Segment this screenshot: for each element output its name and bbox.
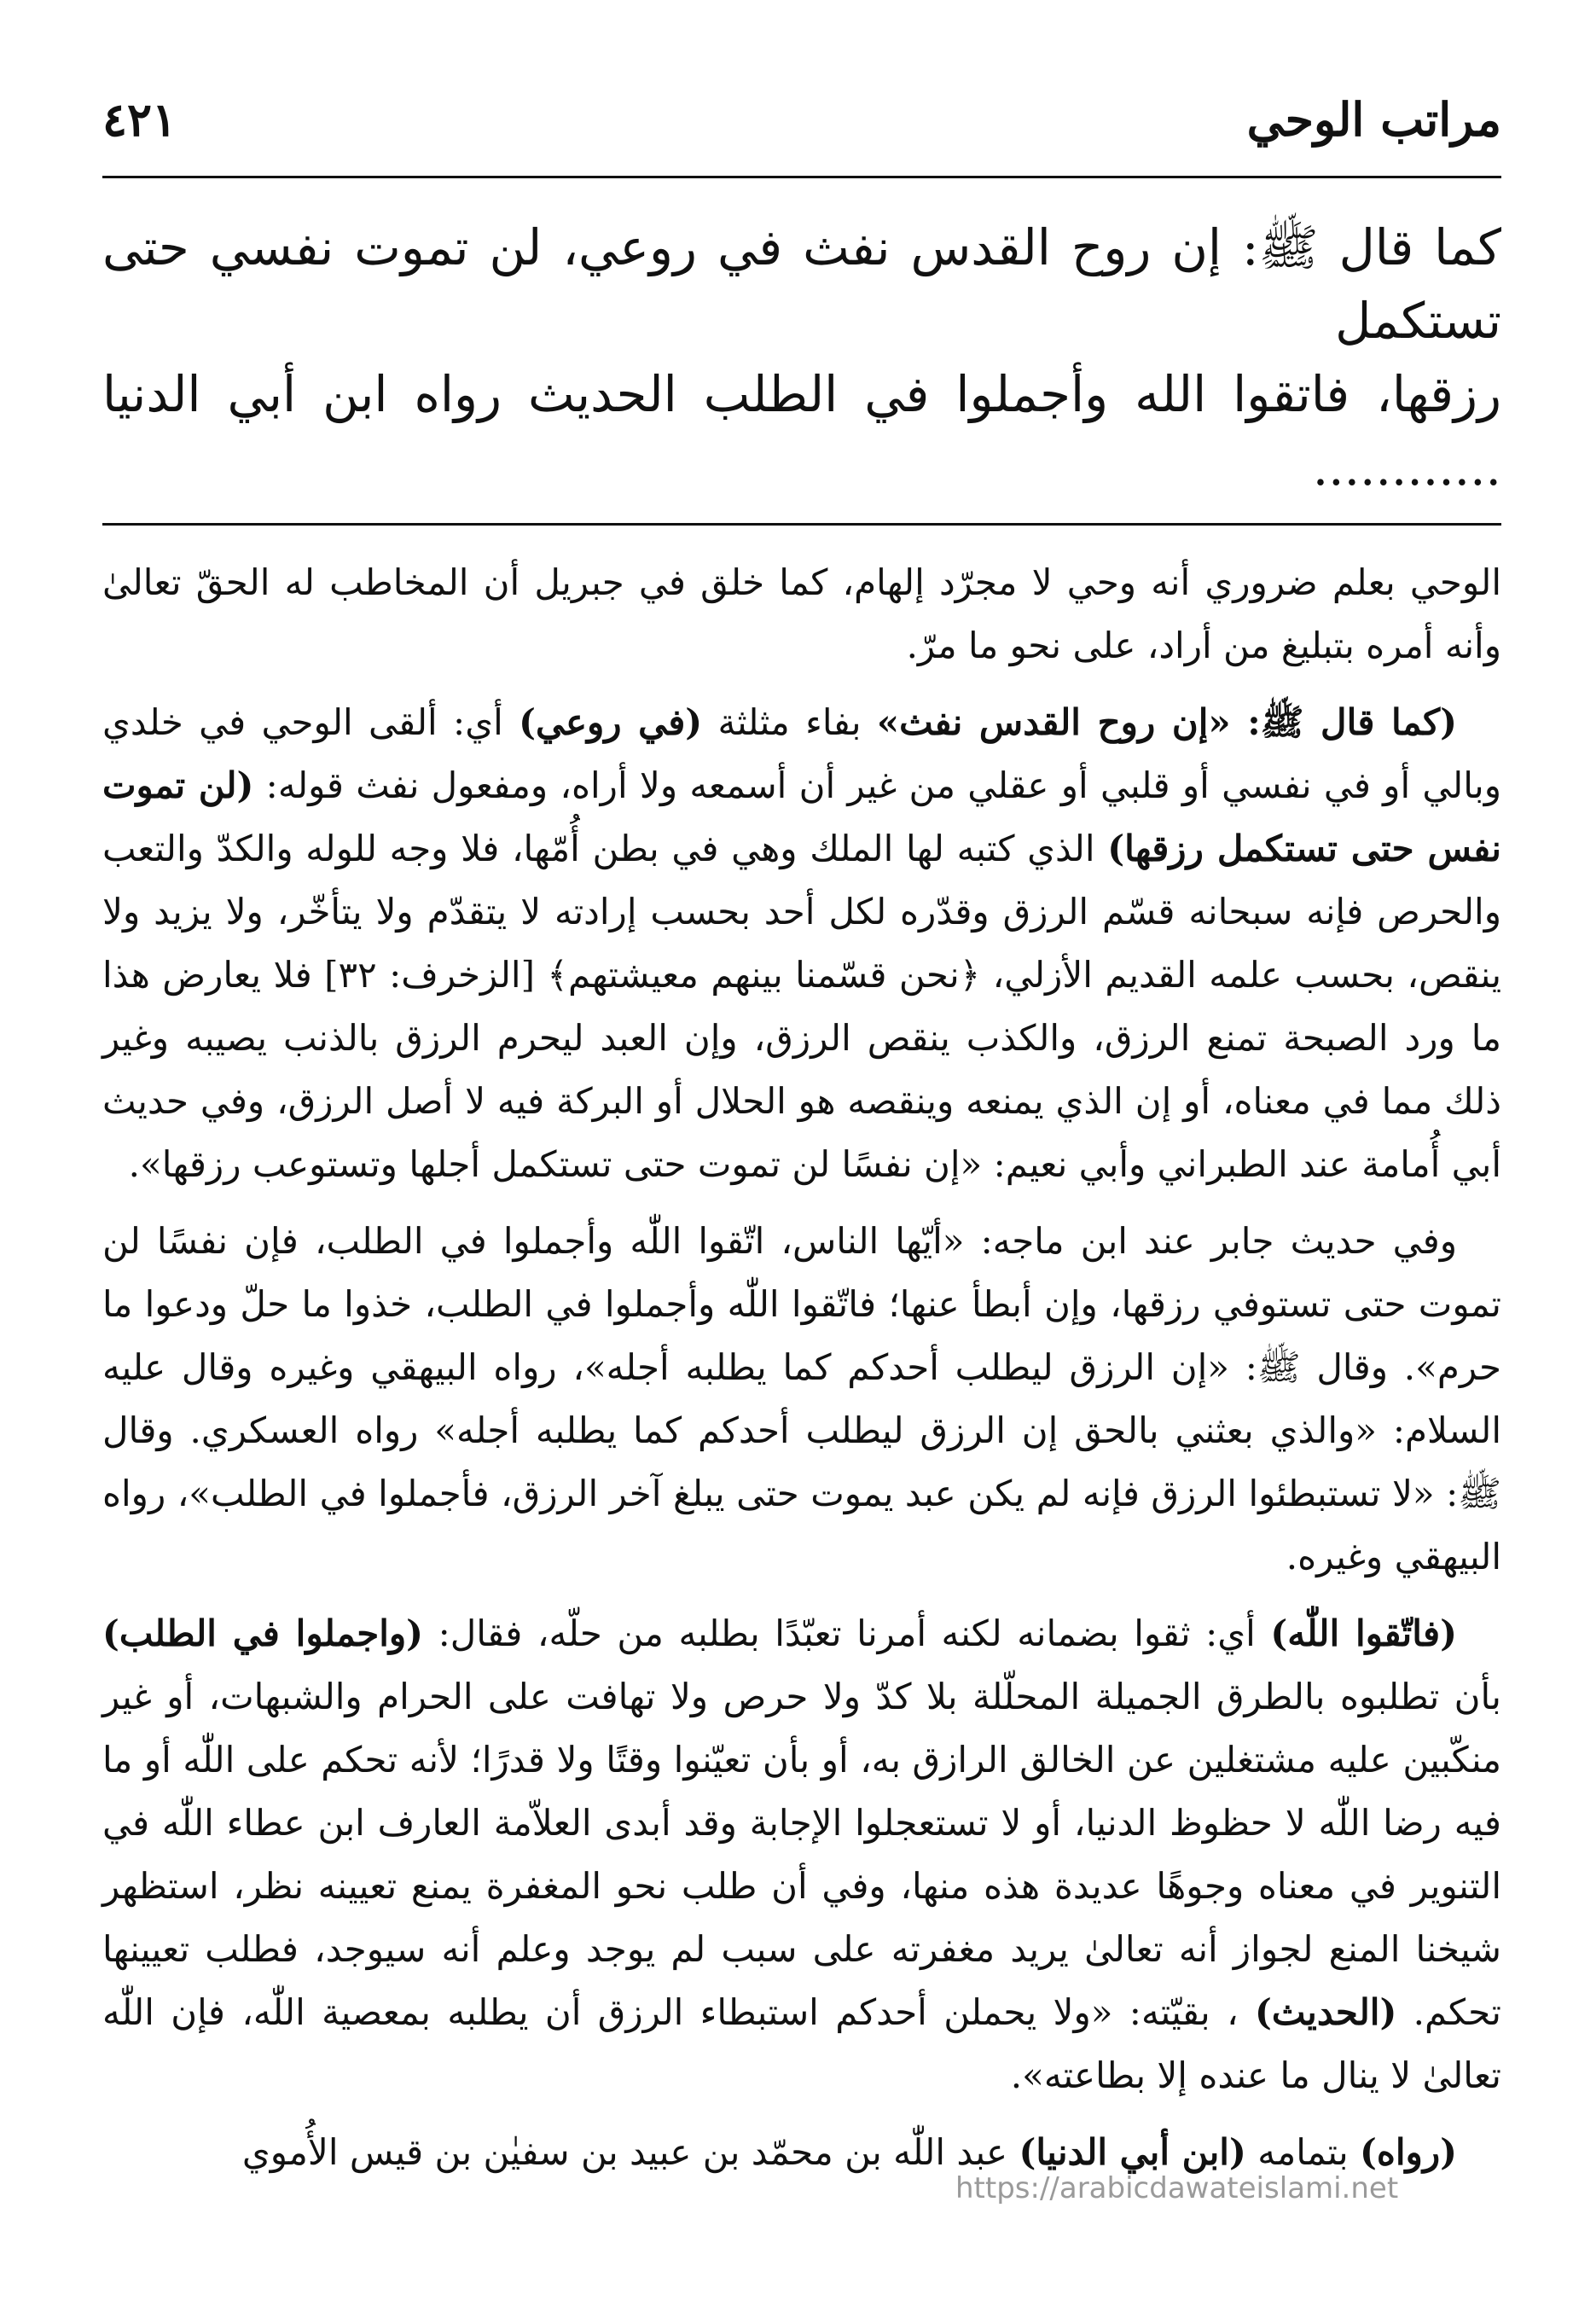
watermark-url: https://arabicdawateislami.net	[955, 2171, 1399, 2205]
commentary-paragraph: وفي حديث جابر عند ابن ماجه: «أيّها الناس، اتّقوا اللّٰه وأجملوا في الطلب، فإن نفسًا لن تموت حتى تستوفي رزقها، وإن أبطأ عنها؛ فاتّقوا اللّٰه وأجملوا في الطلب، خذوا ما حلّ ودعوا ما حرم». وقال ﷺ: «إن الرزق ليطلب أحدكم كما يطلبه أجله»، رواه البيهقي وغيره وقال عليه السلام: «والذي بعثني بالحق إن الرزق ليطلب أحدكم كما يطلبه أجله» رواه العسكري. وقال ﷺ: «لا تستبطئوا الرزق فإنه لم يكن عبد يموت حتى يبلغ آخر الرزق، فأجملوا في الطلب»، رواه البيهقي وغيره.	[102, 1220, 1501, 1577]
quoted-phrase: (فاتّقوا اللّٰه)	[1270, 1612, 1457, 1654]
page-header	[102, 82, 1501, 176]
book-page	[102, 82, 1501, 2266]
page-number: ٤٢١	[102, 92, 177, 147]
commentary-text: عبد اللّٰه بن محمّد بن عبيد بن سفيٰن بن قيس الأُموي	[241, 2131, 1019, 2173]
quoted-phrase: (واجملوا في الطلب)	[102, 1612, 424, 1654]
commentary-paragraph	[102, 1602, 1501, 2107]
commentary-text: بفاء مثلثة	[702, 701, 877, 743]
quoted-phrase: (الحديث)	[1255, 1991, 1397, 2033]
commentary-text: الذي كتبه لها الملك وهي في بطن أُمّها، فلا وجه للوله والكدّ والتعب والحرص فإنه سبحانه قسّم الرزق وقدّره لكل أحد بحسب إرادته لا يتقدّم ولا يتأخّر، ولا يزيد ولا ينقص، بحسب علمه القديم الأزلي، ﴿نحن قسّمنا بينهم معيشتهم﴾ [الزخرف: ٣٢] فلا يعارض هذا ما ورد الصبحة تمنع الرزق، والكذب ينقص الرزق، وإن العبد ليحرم الرزق بالذنب يصيبه وغير ذلك مما في معناه، أو إن الذي يمنعه وينقصه هو الحلال أو البركة فيه لا أصل الرزق، وفي حديث أبي أُمامة عند الطبراني وأبي نعيم: «إن نفسًا لن تموت حتى تستكمل أجلها وتستوعب رزقها».	[102, 828, 1502, 1185]
quoted-phrase: (ابن أبي الدنيا)	[1019, 2131, 1246, 2173]
commentary-text: ، بقيّته: «ولا يحملن أحدكم استبطاء الرزق أن يطلبه بمعصية اللّٰه، فإن اللّٰه تعالىٰ لا ينال ما عنده إلا بطاعته».	[102, 1991, 1501, 2096]
quoted-phrase: (في روعي)	[519, 701, 703, 743]
running-title: مراتب الوحي	[1246, 92, 1501, 147]
commentary-text: أي: ثقوا بضمانه لكنه أمرنا تعبّدًا بطلبه من حلّه، فقال:	[423, 1612, 1271, 1654]
commentary	[102, 526, 1501, 2184]
matn-text	[102, 178, 1501, 523]
matn-line: كما قال ﷺ: إن روح القدس نفث في روعي، لن تموت نفسي حتى تستكمل	[102, 218, 1501, 350]
quoted-phrase: (كما قال ﷺ: «إن روح القدس نفث»	[876, 701, 1457, 743]
commentary-paragraph	[102, 691, 1501, 1196]
quoted-phrase: (رواه)	[1360, 2131, 1457, 2173]
commentary-paragraph: الوحي بعلم ضروري أنه وحي لا مجرّد إلهام، كما خلق في جبريل أن المخاطب له الحقّ تعالىٰ وأنه أمره بتبليغ من أراد، على نحو ما مرّ.	[102, 561, 1501, 666]
commentary-text: بأن تطلبوه بالطرق الجميلة المحلّلة بلا كدّ ولا حرص ولا تهافت على الحرام والشبهات، أو غير منكّبين عليه مشتغلين عن الخالق الرازق به، أو بأن تعيّنوا وقتًا ولا قدرًا؛ لأنه تحكم على اللّٰه أو ما فيه رضا اللّٰه لا حظوظ الدنيا، أو لا تستعجلوا الإجابة وقد أبدى العلاّمة العارف ابن عطاء اللّٰه في التنوير في معناه وجوهًا عديدة هذه منها، وفي أن طلب نحو المغفرة يمنع تعيينه نظر، استظهر شيخنا المنع لجواز أنه تعالىٰ يريد مغفرته على سبب لم يوجد وعلم أنه سيوجد، فطلب تعيينها تحكم.	[102, 1676, 1501, 2033]
quoted-phrase: (لن تموت نفس حتى تستكمل رزقها)	[102, 764, 1501, 869]
commentary-text: بتمامه	[1245, 2131, 1361, 2173]
matn-line: رزقها، فاتقوا الله وأجملوا في الطلب الحديث رواه ابن أبي الدنيا ............	[102, 365, 1501, 497]
commentary-text: أي: ألقى الوحي في خلدي وبالي أو في نفسي أو قلبي أو عقلي من غير أن أسمعه ولا أراه، ومفعول نفث قوله:	[102, 701, 1501, 806]
